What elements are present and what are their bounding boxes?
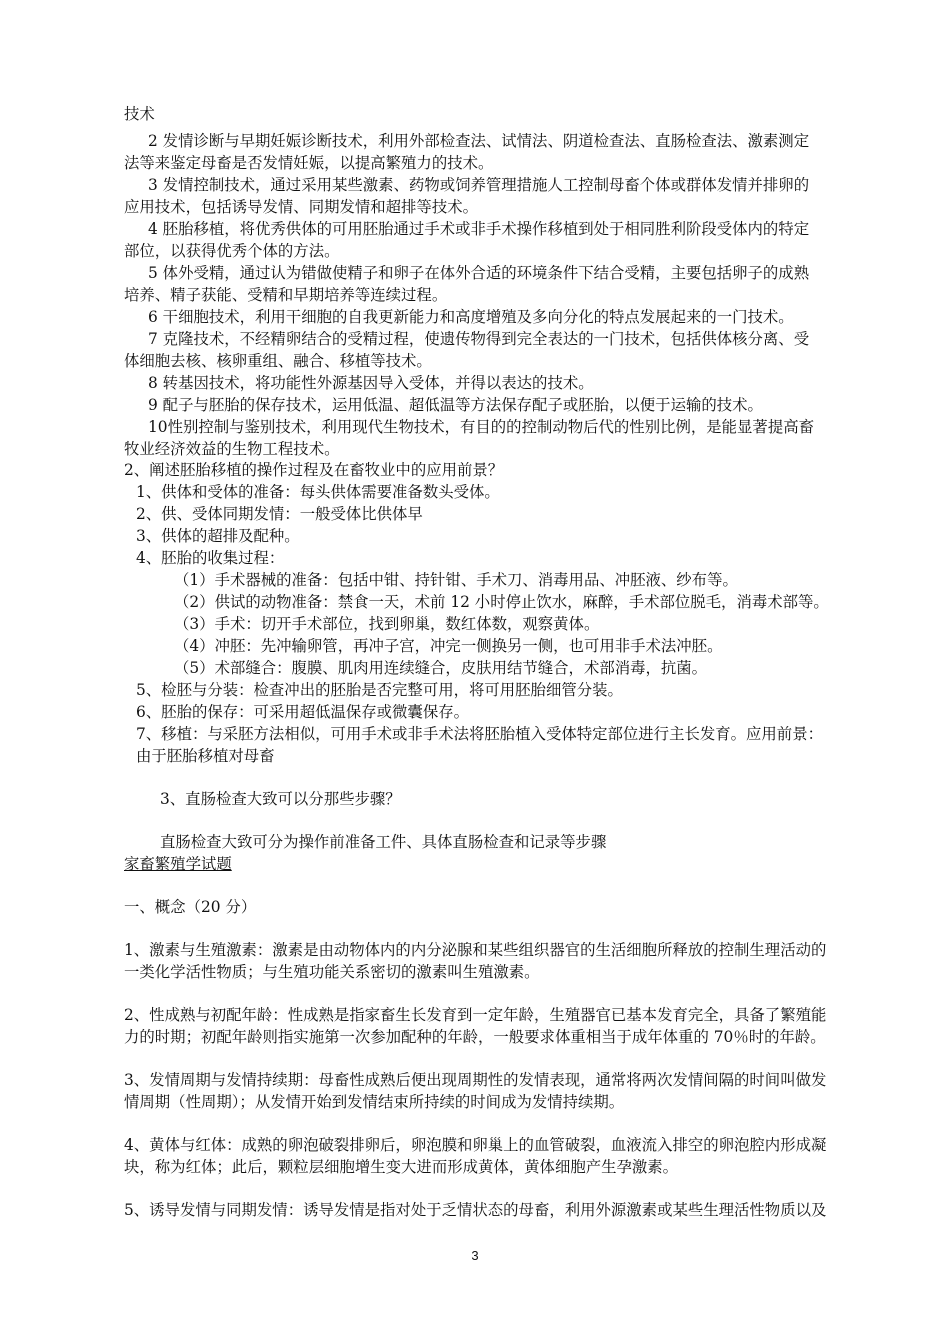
text-line: 体细胞去核、核卵重组、融合、移植等技术。 <box>124 352 432 370</box>
text-line: 部位，以获得优秀个体的方法。 <box>124 242 340 260</box>
text-line: （1）手术器械的准备：包括中钳、持针钳、手术刀、消毒用品、冲胚液、纱布等。 <box>174 571 738 589</box>
page-number: 3 <box>471 1248 479 1263</box>
text-line: 3、供体的超排及配种。 <box>136 527 300 545</box>
text-line: 3 发情控制技术，通过采用某些激素、药物或饲养管理措施人工控制母畜个体或群体发情并排卵的 <box>148 176 810 194</box>
text-line: 4、胚胎的收集过程： <box>136 549 285 567</box>
text-line: 5、诱导发情与同期发情：诱导发情是指对处于乏情状态的母畜，利用外源激素或某些生理活性物质以及 <box>124 1201 827 1219</box>
text-line: 2、性成熟与初配年龄：性成熟是指家畜生长发育到一定年龄，生殖器官已基本发育完全，具备了繁殖能 <box>124 1006 827 1024</box>
text-line: 情周期（性周期）；从发情开始到发情结束所持续的时间成为发情持续期。 <box>124 1093 625 1111</box>
text-line: 2 发情诊断与早期妊娠诊断技术，利用外部检查法、试情法、阴道检查法、直肠检查法、激素测定 <box>148 132 810 150</box>
text-line: 1、激素与生殖激素：激素是由动物体内的内分泌腺和某些组织器官的生活细胞所释放的控制生理活动的 <box>124 941 827 959</box>
text-line: 2、供、受体同期发情：一般受体比供体早 <box>136 505 423 523</box>
text-line: 法等来鉴定母畜是否发情妊娠，以提高繁殖力的技术。 <box>124 154 494 172</box>
text-line: 8 转基因技术，将功能性外源基因导入受体，并得以表达的技术。 <box>148 374 594 392</box>
text-line: 6 干细胞技术，利用干细胞的自我更新能力和高度增殖及多向分化的特点发展起来的一门技术。 <box>148 308 794 326</box>
text-line: 一类化学活性物质；与生殖功能关系密切的激素叫生殖激素。 <box>124 963 540 981</box>
text-line: 2、阐述胚胎移植的操作过程及在畜牧业中的应用前景？ <box>124 461 504 479</box>
text-line: （4）冲胚：先冲输卵管，再冲子宫，冲完一侧换另一侧，也可用非手术法冲胚。 <box>174 637 723 655</box>
text-line: 家畜繁殖学试题 <box>124 855 232 873</box>
text-line: 5 体外受精，通过认为错做使精子和卵子在体外合适的环境条件下结合受精，主要包括卵子的成熟 <box>148 264 810 282</box>
text-line: （3）手术：切开手术部位，找到卵巢，数红体数，观察黄体。 <box>174 615 600 633</box>
text-line: 培养、精子获能、受精和早期培养等连续过程。 <box>124 286 448 304</box>
text-line: 4、黄体与红体：成熟的卵泡破裂排卵后，卵泡膜和卵巢上的血管破裂，血液流入排空的卵泡腔内形成凝 <box>124 1136 827 1154</box>
text-line: 3、直肠检查大致可以分那些步骤？ <box>160 790 401 808</box>
text-line: 6、胚胎的保存：可采用超低温保存或微囊保存。 <box>136 703 469 721</box>
text-line: 7 克隆技术，不经精卵结合的受精过程，使遗传物得到完全表达的一门技术，包括供体核分离、受 <box>148 330 810 348</box>
text-line: 由于胚胎移植对母畜 <box>136 747 275 765</box>
text-line: 5、检胚与分装：检查冲出的胚胎是否完整可用，将可用胚胎细管分装。 <box>136 681 623 699</box>
text-line: 块，称为红体；此后，颗粒层细胞增生变大进而形成黄体，黄体细胞产生孕激素。 <box>124 1158 679 1176</box>
text-line: （2）供试的动物准备：禁食一天，术前 12 小时停止饮水，麻醉，手术部位脱毛，消毒术部等。 <box>174 593 829 611</box>
text-line: 1、供体和受体的准备：每头供体需要准备数头受体。 <box>136 483 500 501</box>
text-line: 3、发情周期与发情持续期：母畜性成熟后便出现周期性的发情表现，通常将两次发情间隔的时间叫做发 <box>124 1071 827 1089</box>
text-line: 一、概念（20 分） <box>124 898 257 916</box>
text-line: 7、移植：与采胚方法相似，可用手术或非手术法将胚胎植入受体特定部位进行主长发育。应用前景： <box>136 725 823 743</box>
text-line: 4 胚胎移植，将优秀供体的可用胚胎通过手术或非手术操作移植到处于相同胜利阶段受体内的特定 <box>148 220 810 238</box>
text-line: 牧业经济效益的生物工程技术。 <box>124 440 340 458</box>
text-line: 直肠检查大致可分为操作前准备工件、具体直肠检查和记录等步骤 <box>160 833 607 851</box>
text-line: （5）术部缝合：腹膜、肌肉用连续缝合，皮肤用结节缝合，术部消毒，抗菌。 <box>174 659 708 677</box>
text-line: 10性别控制与鉴别技术，利用现代生物技术，有目的的控制动物后代的性别比例，是能显著提高畜 <box>148 418 814 436</box>
text-line: 力的时期；初配年龄则指实施第一次参加配种的年龄，一般要求体重相当于成年体重的 70％时的年龄。 <box>124 1028 826 1046</box>
text-line: 9 配子与胚胎的保存技术，运用低温、超低温等方法保存配子或胚胎，以便于运输的技术。 <box>148 396 763 414</box>
text-line: 技术 <box>124 105 155 123</box>
text-line: 应用技术，包括诱导发情、同期发情和超排等技术。 <box>124 198 478 216</box>
